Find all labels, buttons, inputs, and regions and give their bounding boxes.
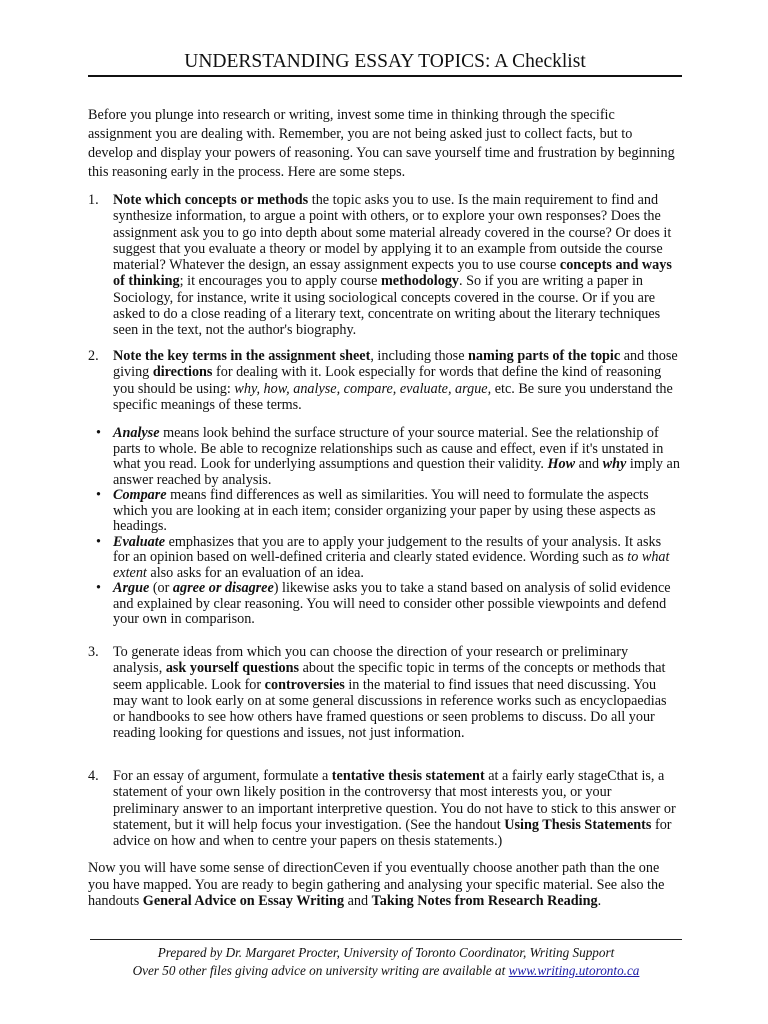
step-text: For an essay of argument, formulate a tentative thesis statement at a fairly early stageCthat is, a statement of your own likely position in the controversy that most interests you, or your preliminary answer to an important interpretive question. You do not have to stick to this answer or statement, but it will help focus your investigation. (See the handout Using Thesis Statements for advice on how and when to centre your papers on thesis statements.): [113, 768, 676, 850]
list-item: • Compare means find differences as well as similarities. You will need to formulate the aspects which you are looking at in each item; consider organizing your paper by using these aspects as headings.: [96, 488, 680, 535]
step-number: 4.: [88, 768, 99, 784]
list-item: • Analyse means look behind the surface structure of your source material. See the relationship of parts to whole. Be able to recognize relationships such as cause and effect, even if it's unstated in what you read. Look for underlying assumptions and question their validity. How and why imply an answer reached by analysis.: [96, 426, 680, 488]
list-item: • Argue (or agree or disagree) likewise asks you to take a stand based on analysis of solid evidence and explained by clear reasoning. You will need to consider other possible viewpoints and defend your own in comparison.: [96, 581, 680, 628]
step-text: Note the key terms in the assignment sheet, including those naming parts of the topic and those giving directions for dealing with it. Look especially for words that define the kind of reasoning you should be using: why, how, analyse, compare, evaluate, argue, etc. Be sure you understand the specific meanings of these terms.: [113, 348, 678, 413]
footer-resources: Over 50 other files giving advice on university writing are available at www.writing.utoronto.ca: [132, 963, 640, 978]
step-text: Note which concepts or methods the topic asks you to use. Is the main requirement to find and synthesize information, to argue a point with others, or to explore your own responses? Does the assignment ask you to go into depth about some material already covered in the course? Or does it suggest that you evaluate a theory or model by applying it to an example from outside the course material? Whatever the design, an essay assignment expects you to use course concepts and ways of thinking; it encourages you to apply course methodology. So if you are writing a paper in Sociology, for instance, write it using sociological concepts covered in the course. Or if you are asked to do a close reading of a literary text, concentrate on writing about the literary techniques seen in the text, not the author's biography.: [113, 192, 672, 339]
website-link[interactable]: www.writing.utoronto.ca: [508, 963, 640, 978]
key-terms-list: [96, 426, 680, 628]
step-number: 3.: [88, 644, 99, 660]
step-text: To generate ideas from which you can choose the direction of your research or preliminary analysis, ask yourself questions about the specific topic in terms of the concepts or methods that seem applicable. Look for controversies in the material to find issues that need discussing. You may want to look early on at some general discussions in reference works such as encyclopaedias or handbooks to see how others have framed questions or seen problems to discuss. Do all your reading looking for questions and issues, not just information.: [113, 644, 667, 742]
closing-paragraph: Now you will have some sense of directionCeven if you eventually choose another path than the one you have mapped. You are ready to begin gathering and analysing your specific material. See also the handouts General Advice on Essay Writing and Taking Notes from Research Reading.: [88, 860, 665, 909]
footer-credit: Prepared by Dr. Margaret Procter, University of Toronto Coordinator, Writing Support: [157, 945, 615, 960]
step-4: [88, 768, 680, 849]
intro-paragraph: Before you plunge into research or writing, invest some time in thinking through the specific assignment you are dealing with. Remember, you are not being asked just to collect facts, but to develop and display your powers of reasoning. You can save yourself time and frustration by beginning this reasoning early in the process. Here are some steps.: [88, 107, 675, 180]
step-number: 2.: [88, 348, 99, 364]
step-2: [88, 348, 680, 413]
list-item: • Evaluate emphasizes that you are to apply your judgement to the results of your analysis. It asks for an opinion based on well-defined criteria and clearly stated evidence. Wording such as to what extent also asks for an evaluation of an idea.: [96, 535, 680, 582]
footer: [90, 939, 682, 980]
step-number: 1.: [88, 192, 99, 208]
page-title: UNDERSTANDING ESSAY TOPICS: A Checklist: [88, 50, 682, 77]
step-3: [88, 644, 680, 742]
step-1: [88, 192, 680, 339]
